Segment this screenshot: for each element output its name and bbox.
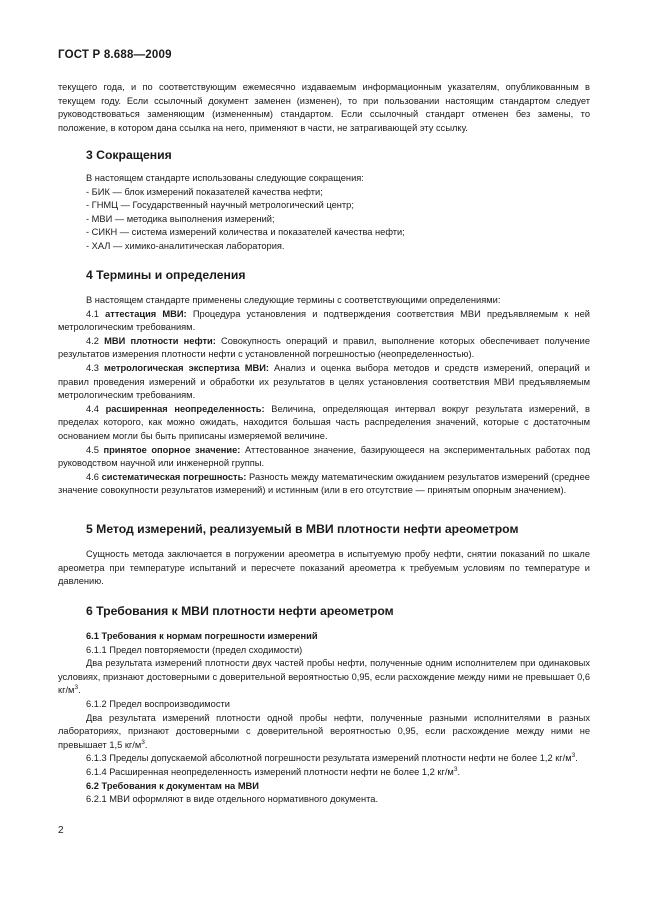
term-name: метрологическая экспертиза МВИ: (104, 362, 269, 373)
term-entry (58, 308, 590, 335)
clause-6-1-4-text: 6.1.4 Расширенная неопределенность измерений плотности нефти не более 1,2 $кг/м^3$. (86, 765, 461, 777)
abbreviation-item: - МВИ — методика выполнения измерений; (86, 213, 275, 224)
section-4-lead: В настоящем стандарте применены следующие термины с соответствующими определениями: (86, 295, 501, 305)
clause-6-1-2-text: Два результата измерений плотности одной пробы нефти, полученные разными исполнителями в разных лабораториях, признают достоверными с доверительной вероятностью 0,95, если расхождение между ними не превышает 1,5 $кг/м^3$. (58, 712, 590, 750)
term-name: МВИ плотности нефти: (104, 335, 216, 346)
section-5-title: 5 Метод измерений, реализуемый в МВИ плотности нефти ареометром (86, 522, 519, 536)
clause-6-2-1-text: 6.2.1 МВИ оформляют в виде отдельного нормативного документа. (86, 794, 379, 805)
term-number: 4.2 (86, 335, 99, 346)
term-name: расширенная неопределенность: (105, 403, 265, 414)
section-4-title: 4 Термины и определения (86, 268, 246, 282)
intro-paragraph-block (58, 81, 590, 135)
term-name: систематическая погрешность: (101, 471, 247, 482)
term-definition: Разность между математическим ожиданием результатов измерений (среднее значение совокупности результатов измерений) и истинным (или в его отсутствие — принятым опорным значением). (58, 471, 590, 496)
abbreviation-list (58, 186, 590, 254)
term-number: 4.3 (86, 362, 99, 373)
term-definition: Анализ и оценка выбора методов и средств измерений, операций и правил проведения измерений и обработки их результатов в целях установления соответствия МВИ предъявляемым метрологическим требованиям. (58, 362, 590, 401)
document-header: ГОСТ Р 8.688—2009 (58, 49, 172, 61)
clause-6-1-1-text: Два результата измерений плотности двух частей пробы нефти, полученные одним исполнителем при одинаковых условиях, признают достоверными с доверительной вероятностью 0,95, если расхождение между ними не превышает 0,6 $кг/м^3$. (58, 658, 590, 696)
abbreviation-item: - ГНМЦ — Государственный научный метрологический центр; (86, 200, 354, 211)
section-3 (58, 147, 590, 254)
term-name: аттестация МВИ: (105, 308, 187, 319)
term-entry (58, 444, 590, 471)
abbreviation-item: - СИКН — система измерений количества и показателей качества нефти; (86, 227, 405, 238)
subsection-6-1-title: 6.1 Требования к нормам погрешности измерений (86, 631, 318, 641)
section-3-title: 3 Сокращения (86, 148, 172, 162)
section-4 (58, 267, 590, 498)
abbreviation-item: - БИК — блок измерений показателей качества нефти; (86, 186, 323, 197)
term-number: 4.6 (86, 471, 99, 482)
subsection-6-2-title: 6.2 Требования к документам на МВИ (86, 780, 259, 791)
term-entry (58, 335, 590, 362)
section-6 (58, 603, 590, 807)
section-5 (58, 521, 590, 589)
section-6-title: 6 Требования к МВИ плотности нефти ареометром (86, 604, 394, 618)
term-entry (58, 362, 590, 403)
clause-6-1-1-title: 6.1.1 Предел повторяемости (предел сходимости) (86, 644, 303, 655)
term-definition: Процедура установления и подтверждения соответствия МВИ предъявляемым к ней метрологическим требованиям. (58, 308, 590, 333)
term-definition: Величина, определяющая интервал вокруг результата измерений, в пределах которого, как можно ожидать, находится большая часть распределения значений, которые с достаточным основанием могли бы быть приписаны измеряемой величине. (58, 403, 590, 441)
term-name: принятое опорное значение: (103, 444, 241, 455)
term-definition: Совокупность операций и правил, выполнение которых обеспечивает получение результатов измерения плотности нефти с установленной погрешностью (неопределенностью). (58, 335, 590, 360)
term-entry (58, 471, 590, 498)
clause-6-1-3-text: 6.1.3 Пределы допускаемой абсолютной погрешности результата измерений плотности нефти не более 1,2 $кг/м^3$. (86, 752, 578, 764)
term-definition: Аттестованное значение, базирующееся на экспериментальных работах под руководством научной или инженерной группы. (58, 444, 590, 469)
term-entry (58, 403, 590, 444)
term-number: 4.5 (86, 444, 99, 455)
intro-paragraph: текущего года, и по соответствующим ежемесячно издаваемым информационным указателям, опубликованным в текущем году. Если ссылочный документ заменен (изменен), то при пользовании настоящим стандартом следует руководствоваться заменяющим (измененным) стандартом. Если ссылочный стандарт отменен без замены, то положение, в котором дана ссылка на него, применяют в части, не затрагивающей эту ссылку. (58, 82, 590, 133)
section-3-lead: В настоящем стандарте использованы следующие сокращения: (86, 173, 364, 183)
abbreviation-item: - ХАЛ — химико-аналитическая лаборатория. (86, 240, 285, 251)
page-number: 2 (58, 825, 64, 836)
term-number: 4.1 (86, 308, 99, 319)
term-number: 4.4 (86, 403, 99, 414)
section-5-paragraph: Сущность метода заключается в погружении ареометра в испытуемую пробу нефти, снятии показаний по шкале ареометра при температуре испытаний и пересчете показаний ареометра к требуемым условиям по температуре и давлению. (58, 549, 590, 587)
clause-6-1-2-title: 6.1.2 Предел воспроизводимости (86, 698, 230, 709)
